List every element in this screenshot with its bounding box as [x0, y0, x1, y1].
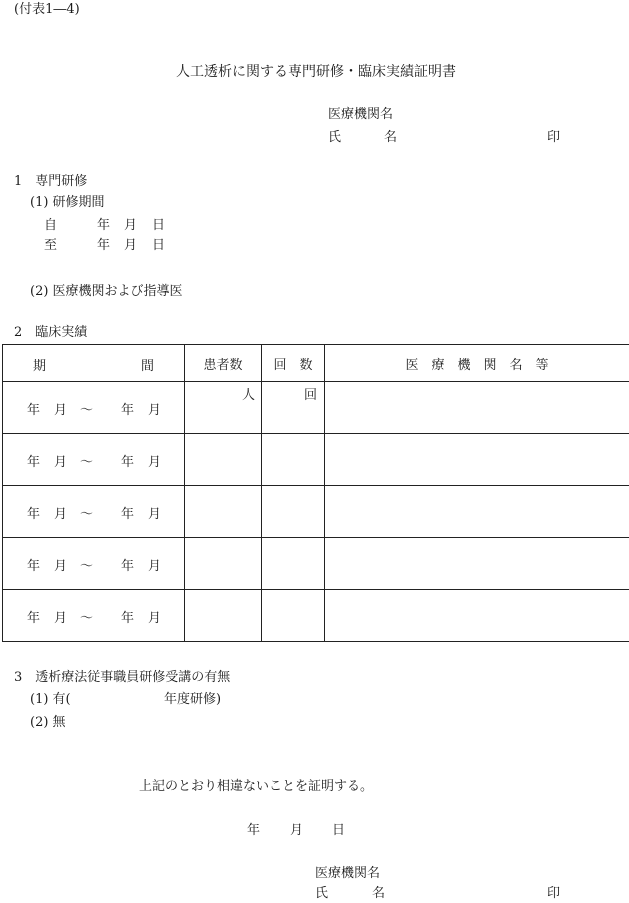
- footer-name-label-second-char: 名: [372, 886, 386, 901]
- period-cell[interactable]: [3, 434, 185, 486]
- end-year-label: 年: [121, 455, 135, 470]
- footer-name-label-first-char: 氏: [315, 886, 329, 901]
- period-tilde: ～: [80, 611, 94, 626]
- table-header-row: [3, 345, 629, 382]
- to-label: 至: [44, 238, 58, 253]
- footer-institution-name-label: 医療機関名: [315, 866, 381, 881]
- patients-cell[interactable]: [185, 538, 262, 590]
- period-cell[interactable]: [3, 486, 185, 538]
- attended-option-suffix: 年度研修): [164, 692, 222, 707]
- to-year-label: 年: [97, 238, 111, 253]
- period-header-first-char: 期: [33, 359, 47, 374]
- appendix-reference: (付表1―4): [14, 2, 80, 17]
- end-year-label: 年: [121, 559, 135, 574]
- institution-cell[interactable]: [325, 538, 629, 590]
- sessions-column-header: 回 数: [262, 345, 325, 382]
- sessions-cell[interactable]: [262, 538, 325, 590]
- institution-cell[interactable]: [325, 382, 629, 434]
- patients-cell[interactable]: [185, 486, 262, 538]
- sessions-cell[interactable]: [262, 590, 325, 642]
- start-month-label: 月: [54, 403, 68, 418]
- name-label-second-char: 名: [384, 130, 398, 145]
- period-cell[interactable]: [3, 590, 185, 642]
- patients-unit-label: 人: [241, 388, 255, 403]
- certification-statement: 上記のとおり相違ないことを証明する。: [139, 779, 374, 794]
- start-year-label: 年: [27, 507, 41, 522]
- start-year-label: 年: [27, 455, 41, 470]
- period-tilde: ～: [80, 403, 94, 418]
- table-row: [3, 590, 629, 642]
- date-year-label: 年: [247, 823, 261, 838]
- page-title: 人工透析に関する専門研修・臨床実績証明書: [176, 64, 456, 80]
- date-day-label: 日: [332, 823, 346, 838]
- period-tilde: ～: [80, 559, 94, 574]
- from-label: 自: [44, 218, 58, 233]
- start-year-label: 年: [27, 403, 41, 418]
- patients-cell[interactable]: [185, 382, 262, 434]
- table-row: [3, 486, 629, 538]
- period-header-second-char: 間: [141, 359, 155, 374]
- period-cell[interactable]: [3, 382, 185, 434]
- end-year-label: 年: [121, 507, 135, 522]
- end-year-label: 年: [121, 611, 135, 626]
- attended-option-prefix: (1) 有(: [30, 692, 71, 707]
- table-row: [3, 434, 629, 486]
- not-attended-option: (2) 無: [30, 715, 66, 730]
- table-row: [3, 538, 629, 590]
- start-month-label: 月: [54, 611, 68, 626]
- start-month-label: 月: [54, 559, 68, 574]
- institution-and-supervisor-label: (2) 医療機関および指導医: [30, 284, 183, 299]
- start-year-label: 年: [27, 611, 41, 626]
- to-day-label: 日: [152, 238, 166, 253]
- patients-cell[interactable]: [185, 434, 262, 486]
- sessions-cell[interactable]: [262, 434, 325, 486]
- start-month-label: 月: [54, 455, 68, 470]
- start-year-label: 年: [27, 559, 41, 574]
- sessions-cell[interactable]: [262, 486, 325, 538]
- patients-column-header: 患者数: [185, 345, 262, 382]
- section-3-heading: 3 透析療法従事職員研修受講の有無: [14, 670, 231, 685]
- end-month-label: 月: [148, 611, 162, 626]
- section-1-heading: 1 専門研修: [14, 174, 88, 189]
- from-year-label: 年: [97, 218, 111, 233]
- institution-cell[interactable]: [325, 434, 629, 486]
- start-month-label: 月: [54, 507, 68, 522]
- period-tilde: ～: [80, 507, 94, 522]
- institution-cell[interactable]: [325, 486, 629, 538]
- period-column-header: [3, 345, 185, 382]
- institution-cell[interactable]: [325, 590, 629, 642]
- from-month-label: 月: [124, 218, 138, 233]
- training-period-label: (1) 研修期間: [30, 195, 105, 210]
- end-month-label: 月: [148, 507, 162, 522]
- table-row: [3, 382, 629, 434]
- period-cell[interactable]: [3, 538, 185, 590]
- institution-name-label: 医療機関名: [328, 107, 394, 122]
- section-2-heading: 2 臨床実績: [14, 325, 88, 340]
- to-month-label: 月: [124, 238, 138, 253]
- end-month-label: 月: [148, 403, 162, 418]
- sessions-cell[interactable]: [262, 382, 325, 434]
- institution-column-header: 医 療 機 関 名 等: [325, 345, 629, 382]
- end-year-label: 年: [121, 403, 135, 418]
- seal-label: 印: [547, 130, 561, 145]
- end-month-label: 月: [148, 455, 162, 470]
- from-day-label: 日: [152, 218, 166, 233]
- end-month-label: 月: [148, 559, 162, 574]
- footer-seal-label: 印: [547, 886, 561, 901]
- clinical-record-table: [2, 344, 629, 642]
- period-tilde: ～: [80, 455, 94, 470]
- patients-cell[interactable]: [185, 590, 262, 642]
- date-month-label: 月: [290, 823, 304, 838]
- name-label-first-char: 氏: [328, 130, 342, 145]
- sessions-unit-label: 回: [303, 388, 317, 403]
